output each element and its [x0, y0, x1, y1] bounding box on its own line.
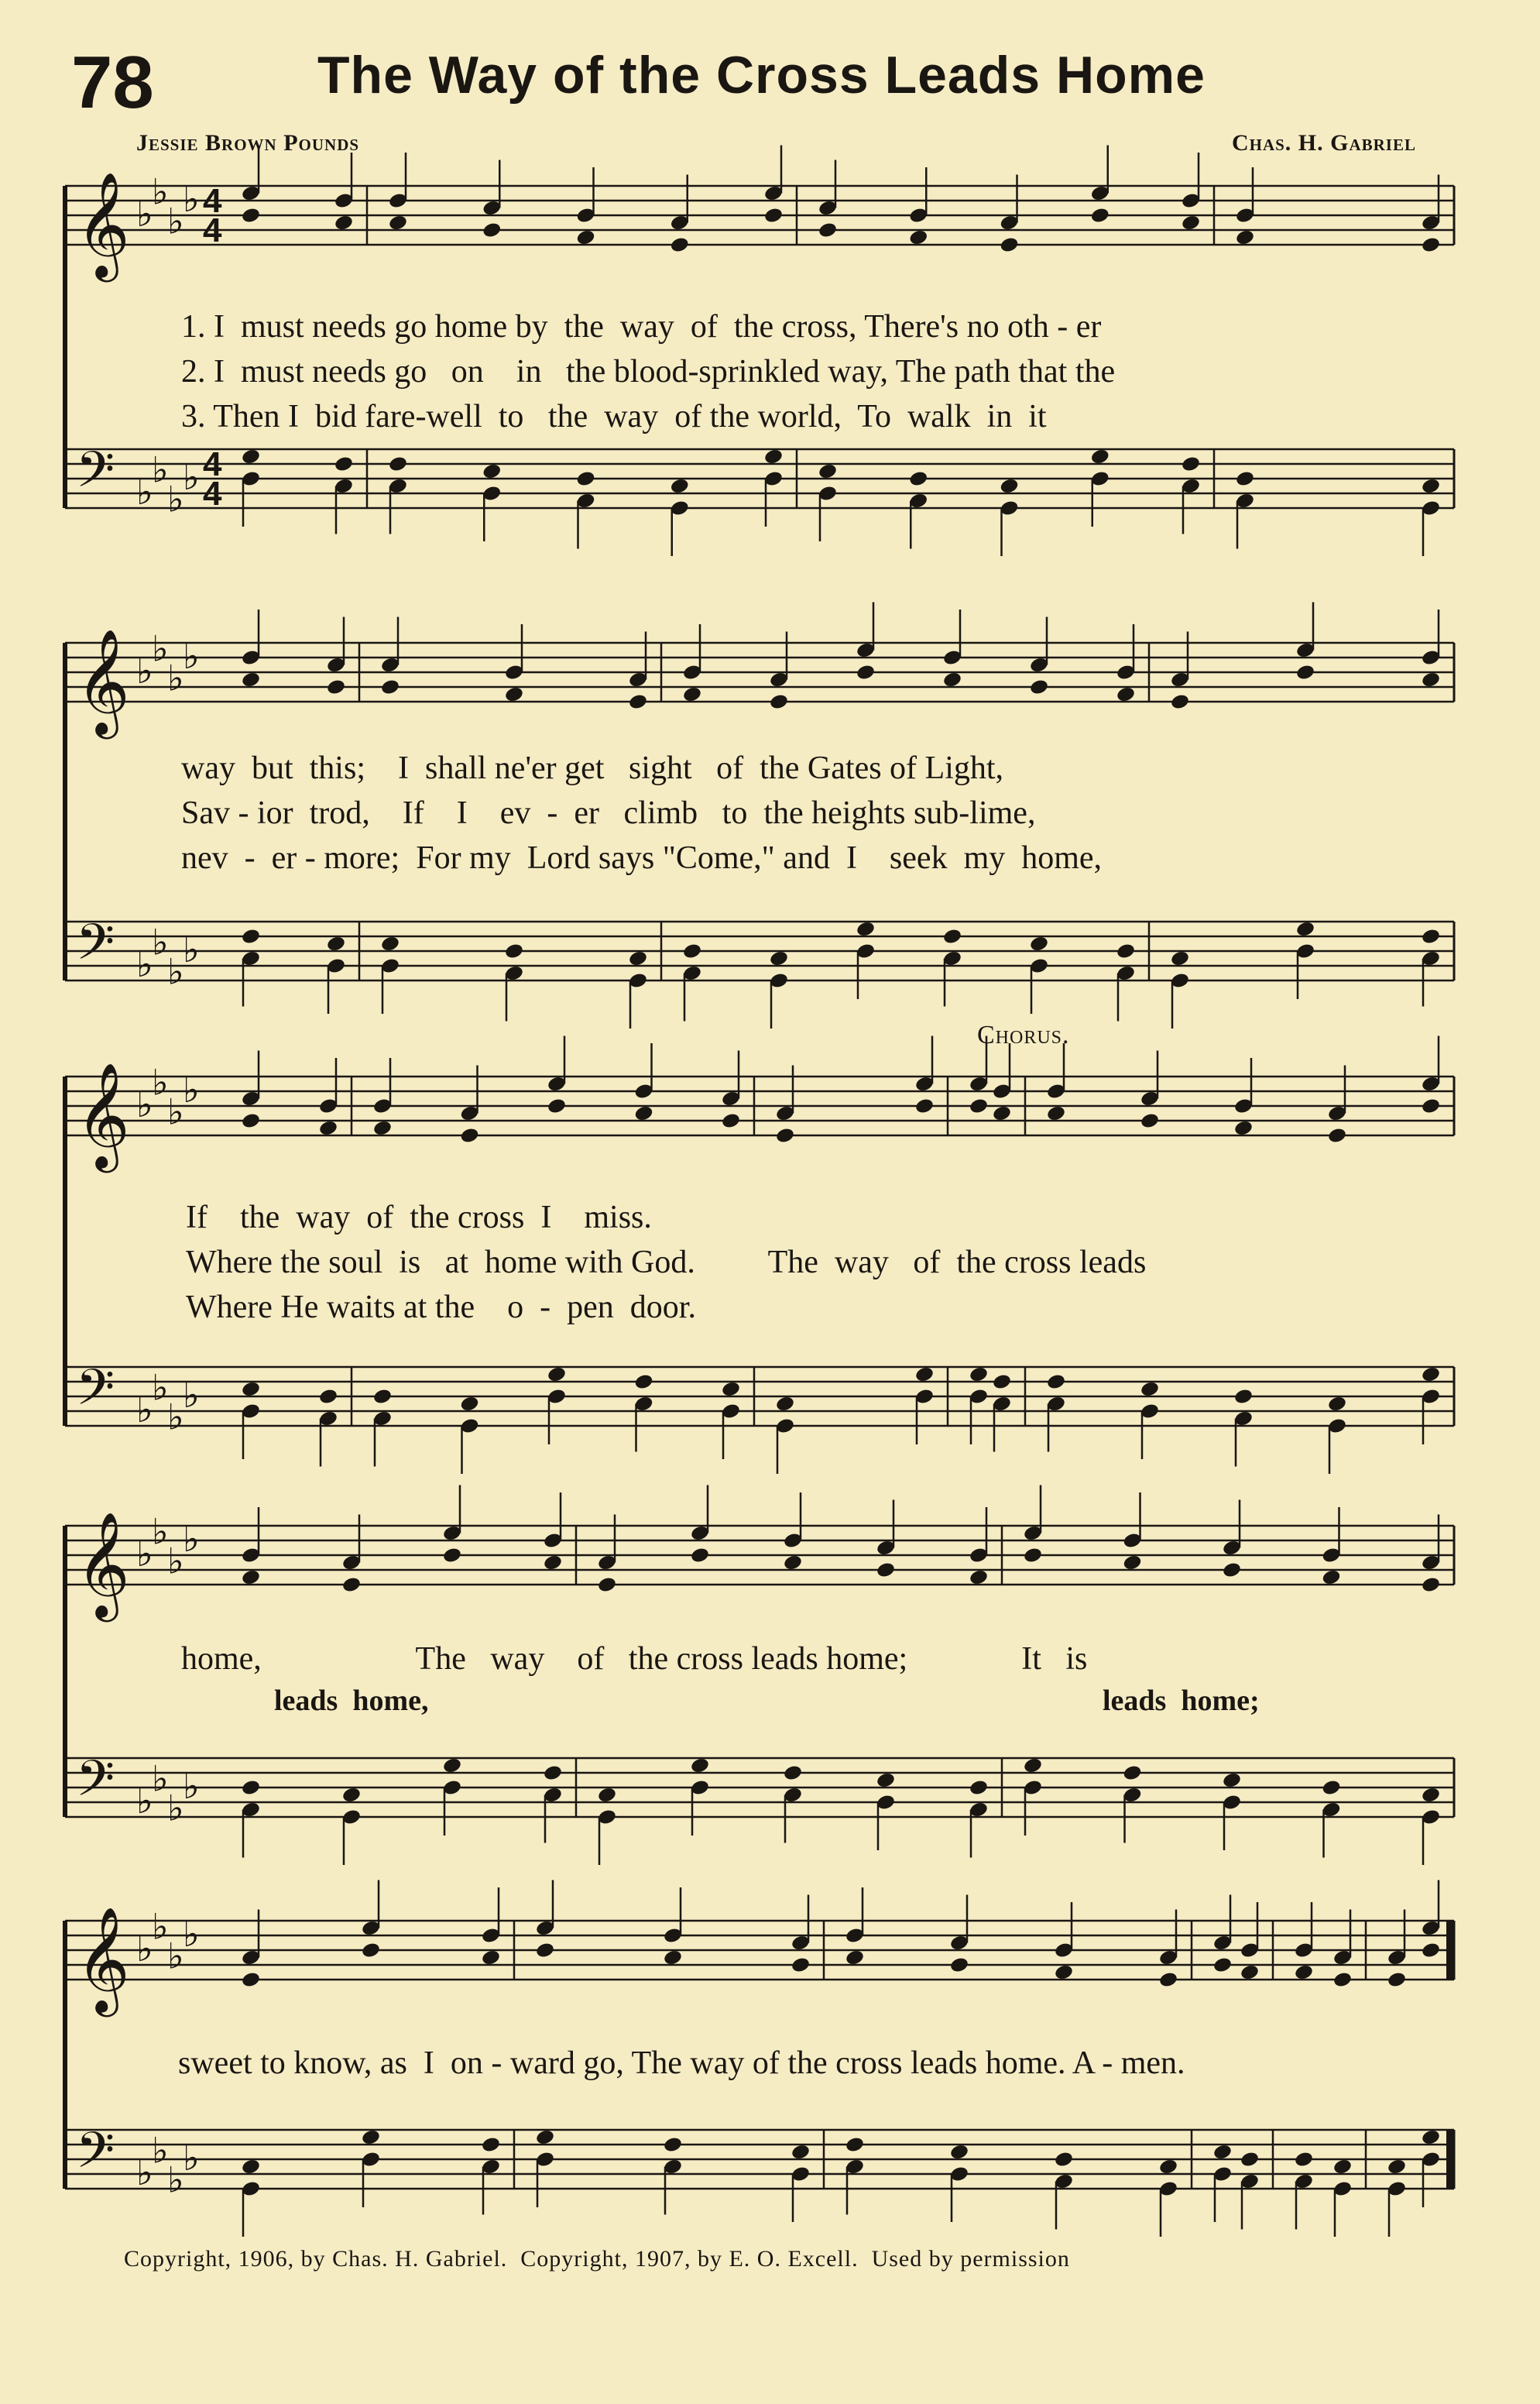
notehead: [914, 1365, 935, 1383]
lyric-verse-2: 2. I must needs go on in the blood-sprinkled way, The path that the: [181, 354, 1116, 390]
lyric-verse-2: Where the soul is at home with God. The way of the cross leads: [186, 1245, 1147, 1280]
notehead: [1421, 236, 1441, 254]
notehead: [1235, 228, 1255, 246]
notehead: [1295, 920, 1315, 938]
flat-icon: ♭: [167, 2158, 184, 2201]
notehead: [241, 207, 261, 225]
notehead: [628, 950, 648, 967]
flat-icon: ♭: [136, 1533, 153, 1575]
bass-clef-icon: 𝄢: [76, 914, 115, 984]
notehead: [775, 1395, 795, 1413]
notehead: [318, 1388, 338, 1406]
music-system-1: [65, 170, 1454, 565]
notehead: [1321, 1779, 1341, 1797]
notehead: [241, 928, 261, 946]
notehead: [633, 1373, 653, 1391]
notehead: [380, 935, 400, 953]
notehead: [341, 1786, 362, 1804]
notehead: [1421, 1942, 1441, 1959]
notehead: [1222, 1561, 1242, 1579]
music-system-2: [65, 620, 1454, 1022]
bass-staff: [65, 441, 1454, 556]
notehead: [241, 448, 261, 465]
treble-staff: [65, 1880, 1454, 2018]
notehead: [1181, 214, 1201, 232]
notehead: [575, 470, 595, 488]
notehead: [1054, 1963, 1074, 1981]
lyric-verse-3: Where He waits at the o - pen door.: [186, 1290, 696, 1325]
treble-staff: [65, 603, 1454, 740]
treble-clef-icon: 𝄞: [76, 1510, 130, 1617]
time-signature-digit: 4: [203, 182, 222, 220]
bass-staff: [65, 1750, 1454, 1865]
notehead: [1294, 2151, 1314, 2169]
flat-icon: ♭: [152, 448, 169, 491]
notehead: [721, 1380, 741, 1398]
treble-clef-icon: 𝄞: [76, 1905, 130, 2012]
lyric-verse-1: 1. I must needs go home by the way of the cross, There's no oth - er: [181, 309, 1102, 345]
notehead: [1421, 2128, 1441, 2146]
notehead: [326, 678, 346, 696]
bass-clef-icon: 𝄢: [76, 1359, 115, 1429]
flat-icon: ♭: [167, 1090, 184, 1133]
notehead: [1023, 1757, 1043, 1774]
flat-icon: ♭: [183, 1765, 200, 1807]
flat-icon: ♭: [152, 1905, 169, 1948]
notehead: [1321, 1568, 1341, 1586]
treble-staff: [65, 146, 1454, 283]
flat-icon: ♭: [136, 2152, 153, 2193]
flat-icon: ♭: [167, 200, 184, 242]
notehead: [791, 2143, 811, 2161]
notehead: [318, 1119, 338, 1137]
notehead: [769, 950, 789, 967]
notehead: [1122, 1764, 1142, 1782]
notehead: [1090, 207, 1110, 225]
notehead: [845, 1949, 865, 1966]
bass-clef-icon: 𝄢: [76, 1750, 115, 1820]
notehead: [575, 228, 595, 246]
notehead: [949, 1956, 969, 1974]
notehead: [241, 671, 261, 689]
bass-clef-icon: 𝄢: [76, 441, 115, 511]
notehead: [372, 1119, 393, 1137]
flat-icon: ♭: [152, 921, 169, 963]
notehead: [856, 920, 876, 938]
notehead: [1421, 1365, 1441, 1383]
flat-icon: ♭: [136, 1928, 153, 1970]
notehead: [908, 228, 928, 246]
notehead: [1295, 664, 1315, 682]
flat-icon: ♭: [183, 1518, 200, 1560]
notehead: [1387, 2158, 1407, 2176]
notehead: [663, 2136, 683, 2154]
flat-icon: ♭: [183, 178, 200, 220]
notehead: [969, 1365, 989, 1383]
notehead: [690, 1547, 710, 1564]
notehead: [1116, 943, 1136, 960]
notehead: [690, 1757, 710, 1774]
flat-icon: ♭: [136, 650, 153, 692]
notehead: [442, 1757, 462, 1774]
notehead: [1158, 1971, 1178, 1989]
notehead: [670, 236, 690, 254]
flat-icon: ♭: [152, 1366, 169, 1409]
flat-icon: ♭: [136, 1780, 153, 1822]
hymn-number: 78: [71, 41, 154, 124]
flat-icon: ♭: [167, 1787, 184, 1829]
treble-clef-icon: 𝄞: [76, 627, 130, 734]
notehead: [818, 222, 838, 239]
notehead: [628, 693, 648, 711]
flat-icon: ♭: [136, 1389, 153, 1430]
lyric-verse-1: way but this; I shall ne'er get sight of the Gates of Light,: [181, 750, 1004, 786]
flat-icon: ♭: [167, 950, 184, 993]
notehead: [543, 1764, 563, 1782]
notehead: [1158, 2158, 1178, 2176]
notehead: [783, 1554, 803, 1571]
flat-icon: ♭: [152, 2129, 169, 2172]
notehead: [682, 943, 702, 960]
notehead: [1235, 470, 1255, 488]
notehead: [763, 207, 784, 225]
notehead: [818, 462, 838, 480]
notehead: [845, 2136, 865, 2154]
notehead: [1170, 950, 1190, 967]
notehead: [1421, 671, 1441, 689]
notehead: [783, 1764, 803, 1782]
notehead: [1170, 693, 1190, 711]
lyric-chorus: home, The way of the cross leads home; It is: [181, 1641, 1088, 1677]
notehead: [380, 678, 400, 696]
notehead: [334, 214, 354, 232]
notehead: [241, 1971, 261, 1989]
notehead: [1181, 455, 1201, 473]
notehead: [992, 1104, 1012, 1122]
notehead: [969, 1097, 989, 1115]
notehead: [341, 1576, 362, 1594]
notehead: [547, 1365, 567, 1383]
notehead: [543, 1554, 563, 1571]
copyright-notice: Copyright, 1906, by Chas. H. Gabriel. Copyright, 1907, by E. O. Excell. Used by permission: [124, 2246, 1070, 2272]
music-system-5: [65, 1905, 1454, 2231]
notehead: [1421, 928, 1441, 946]
notehead: [1212, 1956, 1233, 1974]
flat-icon: ♭: [183, 635, 200, 677]
composer-credit: Chas. H. Gabriel: [1231, 130, 1416, 156]
notehead: [1029, 935, 1049, 953]
notehead: [769, 693, 789, 711]
notehead: [721, 1112, 741, 1130]
lyricist-credit: Jessie Brown Pounds: [136, 130, 360, 156]
flat-icon: ♭: [167, 657, 184, 699]
notehead: [482, 462, 502, 480]
notehead: [388, 455, 408, 473]
notehead: [969, 1779, 989, 1797]
notehead: [597, 1786, 617, 1804]
notehead: [1327, 1395, 1347, 1413]
notehead: [1116, 685, 1136, 703]
treble-clef-icon: 𝄞: [76, 170, 130, 277]
notehead: [241, 2158, 261, 2176]
flat-icon: ♭: [152, 1510, 169, 1553]
notehead: [326, 935, 346, 953]
notehead: [1233, 1388, 1254, 1406]
notehead: [504, 685, 524, 703]
flat-icon: ♭: [152, 1061, 169, 1104]
notehead: [1421, 1576, 1441, 1594]
notehead: [999, 236, 1019, 254]
bass-staff: [65, 914, 1454, 1029]
flat-icon: ♭: [183, 929, 200, 970]
notehead: [633, 1104, 653, 1122]
notehead: [1240, 1963, 1260, 1981]
notehead: [775, 1127, 795, 1145]
flat-icon: ♭: [167, 1540, 184, 1582]
notehead: [1140, 1380, 1160, 1398]
notehead: [942, 928, 962, 946]
treble-staff: [65, 1485, 1454, 1623]
notehead: [1023, 1547, 1043, 1564]
notehead: [1054, 2151, 1074, 2169]
hymn-title: The Way of the Cross Leads Home: [317, 46, 1206, 105]
notehead: [481, 2136, 501, 2154]
notehead: [914, 1097, 935, 1115]
notehead: [241, 1568, 261, 1586]
flat-icon: ♭: [183, 1069, 200, 1111]
notehead: [908, 470, 928, 488]
notehead: [992, 1373, 1012, 1391]
notehead: [1122, 1554, 1142, 1571]
notehead: [1233, 1119, 1254, 1137]
notehead: [1212, 2143, 1233, 2161]
notehead: [1046, 1373, 1066, 1391]
notehead: [535, 1942, 555, 1959]
notehead: [1421, 477, 1441, 495]
notehead: [241, 1380, 261, 1398]
notehead: [1387, 1971, 1407, 1989]
notehead: [942, 671, 962, 689]
music-system-3: [65, 1061, 1454, 1464]
notehead: [482, 222, 502, 239]
lyric-alto-echo-1: leads home,: [274, 1685, 429, 1717]
notehead: [670, 477, 690, 495]
notehead: [241, 1779, 261, 1797]
notehead: [999, 477, 1019, 495]
flat-icon: ♭: [136, 943, 153, 985]
notehead: [535, 2128, 555, 2146]
lyric-verse-1: If the way of the cross I miss.: [186, 1200, 652, 1235]
notehead: [241, 1112, 261, 1130]
notehead: [442, 1547, 462, 1564]
notehead: [682, 685, 702, 703]
notehead: [1327, 1127, 1347, 1145]
lyric-chorus: sweet to know, as I on - ward go, The way of the cross leads home. A - men.: [178, 2045, 1185, 2081]
music-system-4: [65, 1510, 1454, 1867]
notehead: [459, 1395, 479, 1413]
bass-clef-icon: 𝄢: [76, 2122, 115, 2192]
notehead: [856, 664, 876, 682]
flat-icon: ♭: [152, 627, 169, 670]
notehead: [1140, 1112, 1160, 1130]
time-signature-digit: 4: [203, 475, 222, 513]
flat-icon: ♭: [183, 456, 200, 498]
flat-icon: ♭: [136, 1084, 153, 1125]
notehead: [1222, 1771, 1242, 1789]
notehead: [1029, 678, 1049, 696]
notehead: [1046, 1104, 1066, 1122]
flat-icon: ♭: [167, 1935, 184, 1977]
notehead: [459, 1127, 479, 1145]
notehead: [791, 1956, 811, 1974]
flat-icon: ♭: [167, 478, 184, 520]
notehead: [547, 1097, 567, 1115]
flat-icon: ♭: [136, 471, 153, 513]
time-signature-digit: 4: [203, 445, 222, 483]
notehead: [969, 1568, 989, 1586]
notehead: [663, 1949, 683, 1966]
notehead: [361, 2128, 381, 2146]
notehead: [1332, 1971, 1353, 1989]
notehead: [504, 943, 524, 960]
flat-icon: ♭: [152, 170, 169, 213]
time-signature-digit: 4: [203, 211, 222, 249]
lyric-verse-3: nev - er - more; For my Lord says "Come," and I seek my home,: [181, 840, 1103, 876]
flat-icon: ♭: [136, 193, 153, 235]
notehead: [1332, 2158, 1353, 2176]
flat-icon: ♭: [183, 1913, 200, 1955]
notehead: [388, 214, 408, 232]
notehead: [763, 448, 784, 465]
bass-staff: [65, 1359, 1454, 1474]
lyric-verse-3: 3. Then I bid fare-well to the way of the world, To walk in it: [181, 399, 1047, 434]
notehead: [1240, 2151, 1260, 2169]
flat-icon: ♭: [183, 2137, 200, 2179]
lyric-alto-echo-2: leads home;: [1103, 1685, 1260, 1717]
treble-clef-icon: 𝄞: [76, 1061, 130, 1168]
notehead: [1090, 448, 1110, 465]
notehead: [876, 1771, 896, 1789]
notehead: [597, 1576, 617, 1594]
treble-staff: [65, 1036, 1454, 1173]
flat-icon: ♭: [167, 1396, 184, 1438]
chorus-label: Chorus.: [977, 1021, 1070, 1049]
notehead: [1421, 1786, 1441, 1804]
notehead: [372, 1388, 393, 1406]
notehead: [1294, 1963, 1314, 1981]
notehead: [334, 455, 354, 473]
notehead: [1421, 1097, 1441, 1115]
notehead: [876, 1561, 896, 1579]
bass-staff: [65, 2122, 1454, 2237]
flat-icon: ♭: [152, 1757, 169, 1800]
flat-icon: ♭: [183, 1374, 200, 1416]
notehead: [481, 1949, 501, 1966]
notehead: [361, 1942, 381, 1959]
lyric-verse-2: Sav - ior trod, If I ev - er climb to the heights sub-lime,: [181, 795, 1036, 831]
notehead: [949, 2143, 969, 2161]
